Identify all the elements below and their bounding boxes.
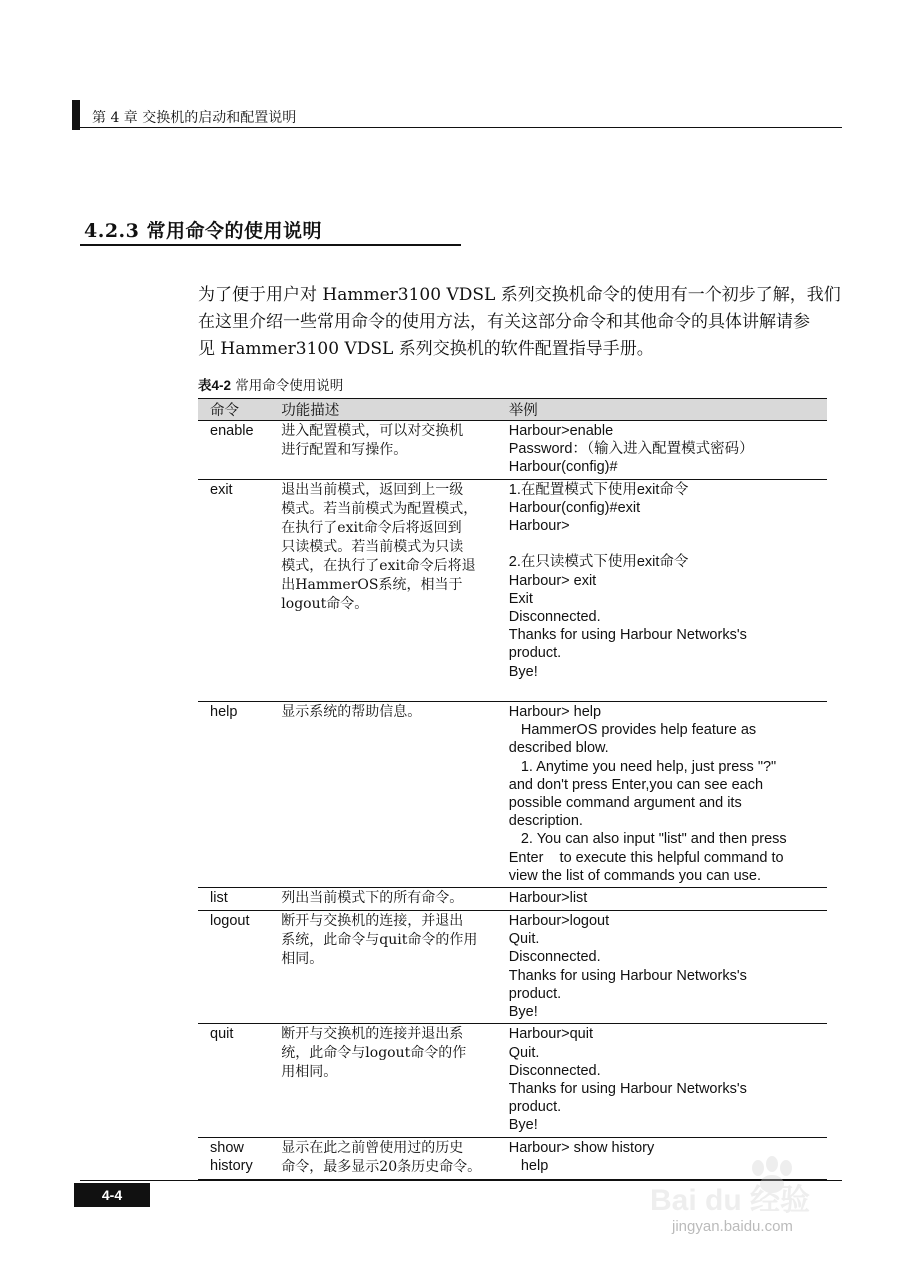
example-cell xyxy=(499,888,827,911)
example-line: Harbour>enable xyxy=(508,423,614,439)
intro-line: 见 Hammer3100 VDSL 系列交换机的软件配置指导手册。 xyxy=(198,339,654,359)
command-cell xyxy=(198,1137,269,1179)
example-cell xyxy=(499,702,827,888)
example-line: Harbour> exit xyxy=(508,572,597,589)
example-cell xyxy=(499,479,827,701)
description-line: 模式，在执行了exit命令后将退 xyxy=(281,557,476,574)
description-line: 断开与交换机的连接，并退出 xyxy=(281,913,464,930)
example-line: 2. You can also input "list" and then press xyxy=(508,831,787,848)
command-cell xyxy=(198,1024,269,1137)
example-line: Harbour(config)# xyxy=(508,459,618,476)
example-line: Harbour> show history xyxy=(508,1139,655,1156)
example-line: possible command argument and its xyxy=(508,795,742,812)
command-cell xyxy=(198,702,269,888)
description-cell xyxy=(269,1024,498,1137)
example-line: product. xyxy=(508,645,562,662)
example-line: Harbour>list xyxy=(508,890,588,907)
example-line: product. xyxy=(508,985,562,1002)
description-line: 命令，最多显示20条历史命令。 xyxy=(281,1158,482,1175)
example-line: HammerOS provides help feature as xyxy=(508,722,757,739)
example-line: described blow. xyxy=(508,740,609,757)
watermark-url: jingyan.baidu.com xyxy=(672,1218,793,1235)
example-line: Harbour>quit xyxy=(508,1026,593,1043)
example-line: Disconnected. xyxy=(508,609,601,626)
example-line: Thanks for using Harbour Networks's xyxy=(508,967,747,984)
description-line: 在执行了exit命令后将返回到 xyxy=(281,519,462,536)
example-cell xyxy=(499,911,827,1024)
description-line: 断开与交换机的连接并退出系 xyxy=(281,1026,464,1043)
example-cell xyxy=(499,421,827,480)
description-cell xyxy=(269,702,498,888)
description-line: 出HammerOS系统，相当于 xyxy=(281,576,463,593)
table-row xyxy=(198,421,827,480)
example-line: Bye! xyxy=(508,1004,538,1021)
example-line: Bye! xyxy=(508,663,538,680)
chapter-header: 第 4 章 交换机的启动和配置说明 xyxy=(92,110,297,126)
example-line: Exit xyxy=(508,590,533,607)
example-line: Harbour(config)#exit xyxy=(508,499,641,516)
intro-line: 为了便于用户对 Hammer3100 VDSL 系列交换机命令的使用有一个初步了解，我们 xyxy=(198,285,841,305)
example-line: 1.在配置模式下使用exit命令 xyxy=(508,481,689,498)
example-line: product. xyxy=(508,1099,562,1116)
header-example: 举例 xyxy=(499,399,827,421)
description-cell xyxy=(269,1137,498,1179)
table-caption-label: 表4-2 xyxy=(198,378,232,393)
command-line: show xyxy=(210,1139,244,1156)
example-line: Disconnected. xyxy=(508,949,601,966)
command-line: exit xyxy=(210,481,233,498)
section-underline xyxy=(80,244,461,246)
command-cell xyxy=(198,888,269,911)
baidu-watermark-logo xyxy=(650,1150,850,1250)
table-row xyxy=(198,702,827,888)
description-cell xyxy=(269,479,498,701)
example-line: Harbour> help xyxy=(508,704,602,721)
description-cell xyxy=(269,911,498,1024)
table-caption-text: 常用命令使用说明 xyxy=(231,378,344,394)
table-row xyxy=(198,888,827,911)
description-line: 统，此命令与logout命令的作 xyxy=(281,1045,467,1062)
example-line: Quit. xyxy=(508,1044,540,1061)
command-cell xyxy=(198,479,269,701)
header-marker-bar xyxy=(72,100,80,130)
description-line: 退出当前模式，返回到上一级 xyxy=(281,481,464,498)
description-line: logout命令。 xyxy=(281,595,369,612)
example-line: description. xyxy=(508,813,583,830)
description-line: 模式。若当前模式为配置模式， xyxy=(281,500,478,517)
table-caption xyxy=(198,374,343,394)
table-row xyxy=(198,1024,827,1137)
example-line: Bye! xyxy=(508,1117,538,1134)
example-line: Harbour>logout xyxy=(508,913,610,930)
command-table xyxy=(198,398,827,1180)
command-line: list xyxy=(210,890,228,907)
description-cell xyxy=(269,888,498,911)
table-header-row xyxy=(198,399,827,421)
description-line: 只读模式。若当前模式为只读 xyxy=(281,538,464,555)
example-line: Thanks for using Harbour Networks's xyxy=(508,1080,747,1097)
example-line: Password：（输入进入配置模式密码） xyxy=(508,441,754,458)
intro-paragraph xyxy=(198,282,841,363)
description-line: 进入配置模式，可以对交换机 xyxy=(281,423,464,439)
example-line: Thanks for using Harbour Networks's xyxy=(508,627,747,644)
example-line: help xyxy=(508,1157,549,1174)
description-line: 进行配置和写操作。 xyxy=(281,442,408,458)
example-line xyxy=(509,535,827,553)
command-cell xyxy=(198,911,269,1024)
intro-line: 在这里介绍一些常用命令的使用方法，有关这部分命令和其他命令的具体讲解请参 xyxy=(198,312,810,332)
header-command: 命令 xyxy=(198,399,269,421)
table-row xyxy=(198,479,827,701)
example-line: and don't press Enter,you can see each xyxy=(508,776,764,793)
example-line: Enter to execute this helpful command to xyxy=(508,849,784,866)
example-line: 2.在只读模式下使用exit命令 xyxy=(508,554,689,571)
example-line: Harbour> xyxy=(508,518,570,535)
command-line: logout xyxy=(210,913,250,930)
example-line: Disconnected. xyxy=(508,1062,601,1079)
table-row xyxy=(198,911,827,1024)
example-cell xyxy=(499,1024,827,1137)
example-line: 1. Anytime you need help, just press "?" xyxy=(508,758,777,775)
page-number: 4-4 xyxy=(74,1183,150,1207)
example-line: view the list of commands you can use. xyxy=(508,867,762,884)
description-line: 显示系统的帮助信息。 xyxy=(281,704,422,721)
description-line: 列出当前模式下的所有命令。 xyxy=(281,890,464,907)
description-line: 用相同。 xyxy=(281,1064,338,1081)
header-description: 功能描述 xyxy=(269,399,498,421)
watermark-brand: Bai du 经验 xyxy=(650,1184,811,1217)
description-line: 显示在此之前曾使用过的历史 xyxy=(281,1139,464,1156)
description-line: 系统，此命令与quit命令的作用 xyxy=(281,932,478,949)
command-line: history xyxy=(210,1157,253,1174)
example-line xyxy=(509,681,827,699)
example-line: Quit. xyxy=(508,931,540,948)
description-cell xyxy=(269,421,498,480)
header-divider xyxy=(80,127,842,128)
description-line: 相同。 xyxy=(281,951,324,968)
command-line: quit xyxy=(210,1026,234,1043)
section-title: 4.2.3 常用命令的使用说明 xyxy=(84,220,323,242)
command-line: help xyxy=(210,704,238,721)
command-line: enable xyxy=(210,423,254,439)
command-cell xyxy=(198,421,269,480)
